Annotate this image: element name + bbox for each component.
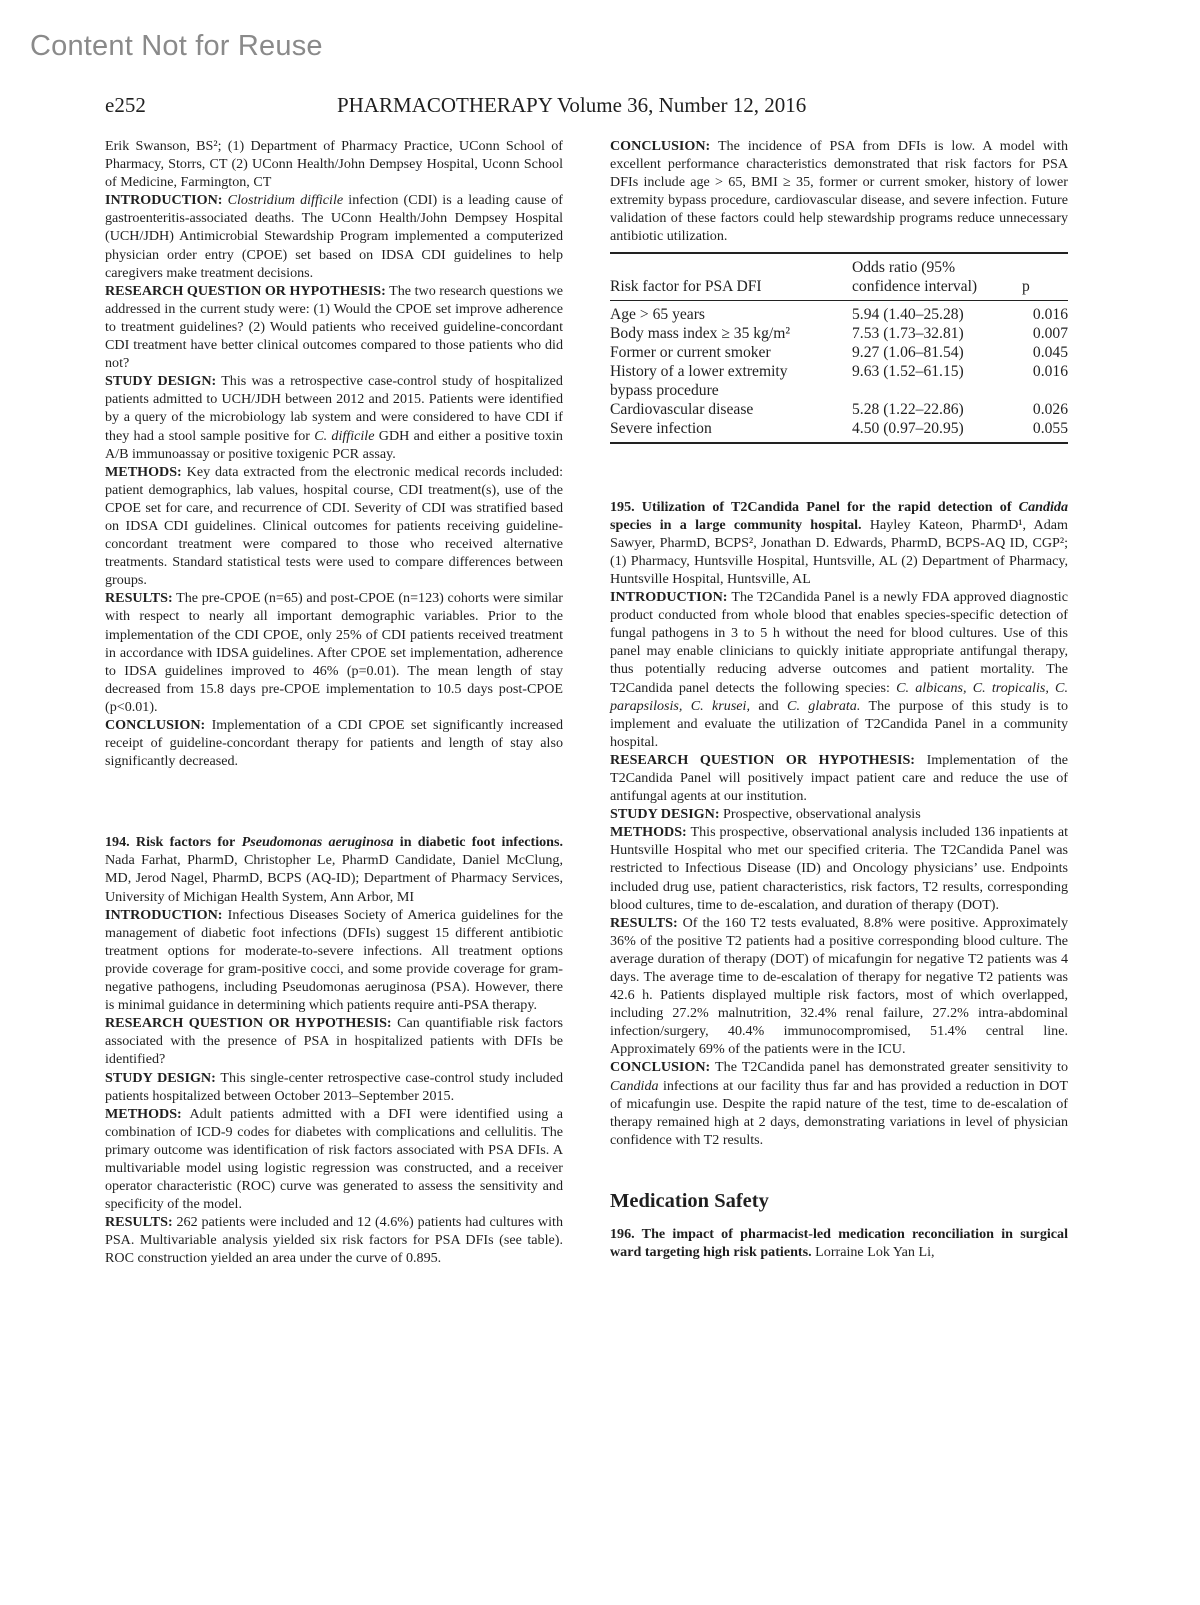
table-cell: 0.045 bbox=[1032, 343, 1068, 361]
abstract-195-research-question bbox=[610, 751, 1068, 805]
abstract-194-methods bbox=[105, 1105, 563, 1214]
organism-name: C. albicans, C. tropicalis, C. parapsilosis, C. krusei, bbox=[610, 679, 1068, 714]
abstract-title: 194. Risk factors for bbox=[105, 834, 236, 851]
paragraph-text: This single-center retrospective case-control study included patients hospitalized between October 2013–September 2015. bbox=[105, 1069, 563, 1104]
author-list: Lorraine Lok Yan Li, bbox=[815, 1244, 935, 1261]
organism-name: C. glabrata. bbox=[787, 697, 861, 714]
table-cell: Body mass index ≥ 35 kg/m² bbox=[610, 324, 790, 342]
left-column bbox=[105, 137, 563, 1268]
abstract-title: in diabetic foot infections. bbox=[399, 834, 563, 851]
table-cell: 9.27 (1.06–81.54) bbox=[852, 343, 964, 361]
abstract-title-organism: Pseudomonas aeruginosa bbox=[241, 834, 394, 851]
table-row bbox=[610, 362, 1068, 381]
paragraph-text: 262 patients were included and 12 (4.6%) patients had cultures with PSA. Multivariable analysis yielded six risk factors for PSA DFIs (see table). ROC construction yielded an area under the curve of 0.895. bbox=[105, 1214, 563, 1267]
abstract-194-conclusion bbox=[610, 137, 1068, 246]
table-cell: 4.50 (0.97–20.95) bbox=[852, 419, 964, 437]
table-cell: 9.63 (1.52–61.15) bbox=[852, 362, 964, 380]
table-cell: 0.055 bbox=[1032, 419, 1068, 437]
page-header bbox=[105, 93, 1067, 125]
abstract-196-title bbox=[610, 1225, 1068, 1261]
abstract-195-results bbox=[610, 914, 1068, 1059]
section-label: METHODS: bbox=[610, 824, 687, 841]
table-cell bbox=[1022, 381, 1068, 400]
table-row bbox=[610, 343, 1068, 362]
table-cell: 0.007 bbox=[1032, 324, 1068, 342]
right-column bbox=[610, 137, 1068, 1261]
table-row bbox=[610, 400, 1068, 419]
section-label: INTRODUCTION: bbox=[610, 589, 728, 606]
paragraph-text: This prospective, observational analysis included 136 inpatients at Huntsville Hospital who met our specified criteria. The T2Candida Panel was restricted to Infectious Disease (ID) and Oncology physicians’ use. Endpoints included drug use, patient characteristics, risk factors, T2 results, corresponding blood cultures, time to de-escalation, and duration of therapy (DOT). bbox=[610, 824, 1068, 913]
paragraph-text: The purpose of this study is to implement and evaluate the utilization of T2Candida Panel in a community hospital. bbox=[610, 697, 1068, 750]
page-number: e252 bbox=[105, 93, 146, 117]
abstract-title: species in a large community hospital. bbox=[610, 516, 862, 533]
abstract-194-research-question bbox=[105, 1014, 563, 1068]
paragraph-text: infection (CDI) is a leading cause of gastroenteritis-associated deaths. The UConn Health/John Dempsey Hospital (UCH/JDH) Antimicrobial Stewardship Program implemented a computerized physician order entry (CPOE) set based on IDSA CDI guidelines to help caregivers make treatment decisions. bbox=[105, 192, 564, 281]
paragraph-text: Can quantifiable risk factors associated with the presence of PSA in hospitalized patients with DFIs be identified? bbox=[105, 1015, 564, 1068]
table-row bbox=[610, 381, 1068, 400]
table-header-row bbox=[610, 253, 1068, 301]
abstract-194-results bbox=[105, 1213, 563, 1267]
table-header-cell: p bbox=[1022, 253, 1068, 301]
abstract-194-study-design bbox=[105, 1069, 563, 1105]
abstract-193-conclusion bbox=[105, 716, 563, 770]
section-label: METHODS: bbox=[105, 463, 182, 480]
table-cell: History of a lower extremity bbox=[610, 362, 788, 380]
table-cell bbox=[852, 381, 1022, 400]
author-list: Nada Farhat, PharmD, Christopher Le, PharmD Candidate, Daniel McClung, MD, Jerod Nagel, PharmD, BCPS (AQ-ID); Department of Pharmacy Services, University of Michigan Health System, Ann Arbor, MI bbox=[105, 852, 563, 905]
paragraph-text: The T2Candida panel has demonstrated greater sensitivity to bbox=[715, 1059, 1068, 1076]
abstract-title-organism: Candida bbox=[1018, 498, 1069, 515]
abstract-193-results bbox=[105, 589, 563, 716]
table-cell: Severe infection bbox=[610, 419, 712, 437]
table-cell: 0.016 bbox=[1032, 305, 1068, 323]
paragraph-text: The two research questions we addressed in the current study were: (1) Would the CPOE set improve adherence to treatment guidelines? (2) Would patients who received guideline-concordant CDI treatment have better clinical outcomes compared to those patients who did not? bbox=[105, 282, 563, 372]
table-cell: 5.28 (1.22–22.86) bbox=[852, 400, 964, 418]
section-label: RESULTS: bbox=[610, 914, 678, 931]
abstract-195-conclusion bbox=[610, 1058, 1068, 1148]
journal-title: PHARMACOTHERAPY Volume 36, Number 12, 2016 bbox=[337, 93, 807, 117]
paragraph-text: Adult patients admitted with a DFI were identified using a combination of ICD-9 codes for diabetes with complications and cellulitis. The primary outcome was identification of risk factors associated with PSA DFIs. A multivariable model using logistic regression was constructed, and a receiver operator characteristic (ROC) curve was generated to assess the sensitivity and specificity of the model. bbox=[105, 1105, 563, 1213]
watermark: Content Not for Reuse bbox=[30, 30, 323, 62]
section-label: METHODS: bbox=[105, 1105, 182, 1122]
paragraph-text: Implementation of the T2Candida Panel will positively impact patient care and reduce the use of antifungal agents at our institution. bbox=[610, 751, 1069, 805]
abstract-194-title bbox=[105, 833, 563, 905]
organism-name: C. difficile bbox=[314, 427, 375, 444]
section-label: CONCLUSION: bbox=[610, 1059, 711, 1076]
section-label: STUDY DESIGN: bbox=[610, 806, 720, 823]
author-list: Hayley Kateon, PharmD¹, Adam Sawyer, PharmD, BCPS², Jonathan D. Edwards, PharmD, BCPS-AQ ID, CGP²; (1) Pharmacy, Huntsville Hospital, Huntsville, AL (2) Department of Pharmacy, Huntsville Hospital, Huntsville, AL bbox=[610, 516, 1068, 587]
paragraph-text: Implementation of a CDI CPOE set significantly increased receipt of guideline-concordant therapy for patients and length of stay also significantly decreased. bbox=[105, 717, 564, 770]
table-cell: 5.94 (1.40–25.28) bbox=[852, 305, 964, 323]
section-label: RESEARCH QUESTION OR HYPOTHESIS: bbox=[105, 282, 386, 299]
table-cell: Cardiovascular disease bbox=[610, 400, 754, 418]
section-label: STUDY DESIGN: bbox=[105, 373, 217, 390]
paragraph-text: The pre-CPOE (n=65) and post-CPOE (n=123) cohorts were similar with respect to nearly all important demographic variables. Prior to the implementation of the CDI CPOE, only 25% of CDI patients received treatment in accordance with IDSA guidelines. After CPOE set implementation, adherence to IDSA guidelines improved to 46% (p=0.01). The mean length of stay decreased from 15.8 days pre-CPOE implementation to 10.5 days post-CPOE (p<0.01). bbox=[105, 590, 563, 715]
table-cell: 0.016 bbox=[1032, 362, 1068, 380]
organism-name: Candida bbox=[610, 1077, 659, 1094]
paragraph-text: infections at our facility thus far and has provided a reduction in DOT of micafungin use. Despite the rapid nature of the test, time to de-escalation of therapy remained high at 2 days, demonstrating variations in level of physician confidence with T2 results. bbox=[610, 1077, 1068, 1148]
paragraph-text: Prospective, observational analysis bbox=[723, 806, 921, 823]
risk-factor-table bbox=[610, 252, 1068, 444]
abstract-title: 196. The impact of pharmacist-led medication reconciliation in surgical ward targeting high risk patients. bbox=[610, 1225, 1068, 1261]
section-label: INTRODUCTION: bbox=[105, 192, 223, 209]
paragraph-text: Of the 160 T2 tests evaluated, 8.8% were positive. Approximately 36% of the positive T2 patients had a positive corresponding blood culture. The average duration of therapy (DOT) of micafungin for negative T2 patients was 4 days. The average time to de-escalation of therapy for negative T2 patients was 42.6 h. Patients displayed multiple risk factors, most of which overlapped, including 27.2% malnutrition, 32.4% renal failure, 27.2% intra-abdominal infection/surgery, 40.4% immunocompromised, 51.4% central line. Approximately 69% of the patients were in the ICU. bbox=[610, 914, 1069, 1058]
paragraph-text: Infectious Diseases Society of America guidelines for the management of diabetic foot infections (DFIs) suggest 15 different antibiotic treatment options for moderate-to-severe infections. All treatment options provide coverage for gram-positive cocci, and some provide coverage for gram-negative pathogens, including Pseudomonas aeruginosa (PSA). However, there is minimal guidance in determining which patients require anti-PSA therapy. bbox=[105, 906, 564, 1014]
section-label: RESEARCH QUESTION OR HYPOTHESIS: bbox=[105, 1015, 392, 1032]
abstract-195-methods bbox=[610, 823, 1068, 913]
abstract-193-study-design bbox=[105, 372, 563, 462]
abstract-title: 195. Utilization of T2Candida Panel for the rapid detection of bbox=[610, 498, 1012, 515]
table-cell: bypass procedure bbox=[610, 381, 719, 399]
paragraph-text: This was a retrospective case-control study of hospitalized patients admitted to UCH/JDH between 2012 and 2015. Patients were identified by a query of the microbiology lab system and were considered to have CDI if they had a stool sample positive for bbox=[105, 373, 563, 444]
abstract-195-study-design bbox=[610, 805, 1068, 823]
table-header-cell: Odds ratio (95% confidence interval) bbox=[852, 253, 1022, 301]
abstract-193-methods bbox=[105, 463, 563, 590]
section-heading: Medication Safety bbox=[610, 1189, 769, 1212]
abstract-195-introduction bbox=[610, 588, 1068, 751]
table-cell: Former or current smoker bbox=[610, 343, 771, 361]
abstract-195-title bbox=[610, 498, 1068, 588]
table-cell: 7.53 (1.73–32.81) bbox=[852, 324, 964, 342]
table-row bbox=[610, 419, 1068, 443]
section-label: CONCLUSION: bbox=[610, 138, 711, 154]
section-label: RESULTS: bbox=[105, 1214, 173, 1231]
paragraph-text: GDH and either a positive toxin A/B immunoassay or positive toxigenic PCR assay. bbox=[105, 427, 563, 462]
table-cell: Age > 65 years bbox=[610, 305, 705, 323]
section-label: INTRODUCTION: bbox=[105, 906, 223, 923]
paragraph-text: and bbox=[758, 697, 779, 714]
affiliation-text: Erik Swanson, BS²; (1) Department of Pharmacy Practice, UConn School of Pharmacy, Storrs, CT (2) UConn Health/John Dempsey Hospital, Uconn School of Medicine, Farmington, CT bbox=[105, 138, 563, 191]
paragraph-text: Key data extracted from the electronic medical records included: patient demographics, lab values, hospital course, CDI treatment(s), use of the CPOE set for care, and recurrence of CDI. Severity of CDI was stratified based on IDSA CDI guidelines. Clinical outcomes for patients receiving guideline-concordant treatment were compared to those who received alternative treatments. Standard statistical tests were used to compare differences between groups. bbox=[105, 463, 563, 589]
table-row bbox=[610, 300, 1068, 324]
abstract-193-affiliation bbox=[105, 137, 563, 191]
paragraph-text: The incidence of PSA from DFIs is low. A model with excellent performance characteristics demonstrated that risk factors for PSA DFIs include age > 65, BMI ≥ 35, former or current smoker, history of lower extremity bypass procedure, cardiovascular disease, and severe infection. Future validation of these factors could help stewardship programs reduce unnecessary antibiotic utilization. bbox=[610, 138, 1068, 245]
abstract-193-research-question bbox=[105, 282, 563, 372]
section-label: STUDY DESIGN: bbox=[105, 1069, 216, 1086]
section-label: RESEARCH QUESTION OR HYPOTHESIS: bbox=[610, 751, 915, 768]
abstract-193-introduction bbox=[105, 191, 563, 281]
table-row bbox=[610, 324, 1068, 343]
table-header-cell: Risk factor for PSA DFI bbox=[610, 253, 852, 301]
section-label: CONCLUSION: bbox=[105, 717, 206, 733]
organism-name: Clostridium difficile bbox=[227, 192, 344, 209]
section-label: RESULTS: bbox=[105, 590, 173, 607]
abstract-194-introduction bbox=[105, 906, 563, 1015]
paragraph-text: The T2Candida Panel is a newly FDA approved diagnostic product conducted from whole blood that enables species-specific detection of fungal pathogens in 3 to 5 h without the need for blood cultures. Use of this panel may enable clinicians to quickly initiate appropriate antifungal therapy, thus potentially reducing adverse outcomes and patient mortality. The T2Candida panel detects the following species: bbox=[610, 589, 1068, 696]
table-cell: 0.026 bbox=[1032, 400, 1068, 418]
